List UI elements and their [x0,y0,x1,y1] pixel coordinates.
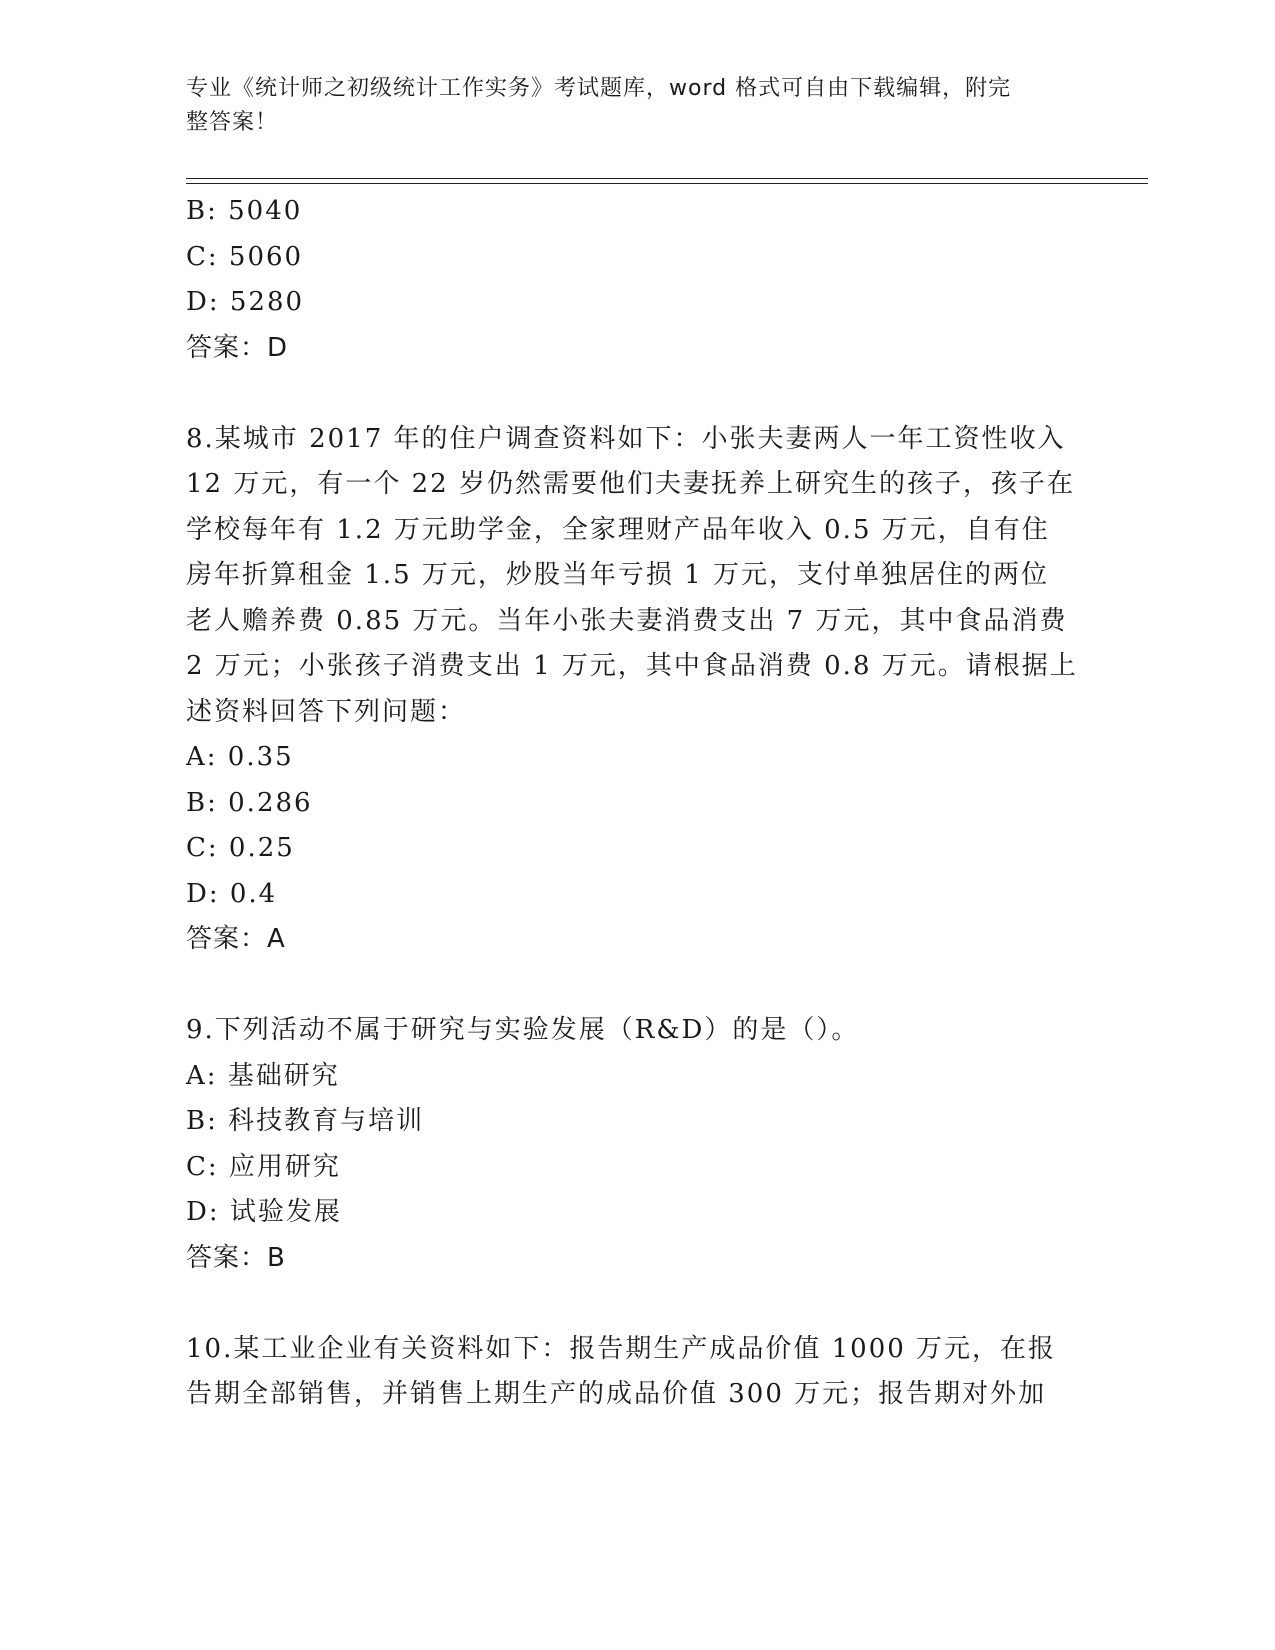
q9-option-c: C: 应用研究 [186,1151,341,1182]
header-line-2: 整答案！ [186,110,279,135]
header-divider-top [186,178,1148,179]
q10-stem-line: 10.某工业企业有关资料如下：报告期生产成品价值 1000 万元，在报 [186,1333,1057,1364]
q8-stem-line: 房年折算租金 1.5 万元，炒股当年亏损 1 万元，支付单独居住的两位 [186,560,1049,590]
q9-answer: 答案：B [186,1242,286,1273]
q8-answer: 答案：A [186,924,286,954]
q8-stem-line: 8.某城市 2017 年的住户调查资料如下：小张夫妻两人一年工资性收入 [186,423,1066,454]
q8-option-a: A: 0.35 [186,742,294,772]
q8-stem-line: 2 万元；小张孩子消费支出 1 万元，其中食品消费 0.8 万元。请根据上 [186,651,1078,681]
header-line-1: 专业《统计师之初级统计工作实务》考试题库，word 格式可自由下载编辑，附完 [186,76,1012,101]
q7-option-b: B: 5040 [186,196,303,226]
q8-option-d: D: 0.4 [186,878,278,909]
spacer [186,963,1086,1009]
header-divider-bottom [186,183,1148,184]
q7-option-c: C: 5060 [186,241,304,272]
question-10 [186,1327,1086,1418]
q9-option-a: A: 基础研究 [186,1060,340,1091]
document-body [186,189,1086,1418]
q9-option-b: B: 科技教育与培训 [186,1106,425,1136]
q8-option-b: B: 0.286 [186,787,313,818]
q8-stem-line: 12 万元，有一个 22 岁仍然需要他们夫妻抚养上研究生的孩子，孩子在 [186,469,1075,499]
spacer [186,371,1086,417]
q10-stem-line: 告期全部销售，并销售上期生产的成品价值 300 万元；报告期对外加 [186,1379,1047,1409]
page-header [186,72,1066,140]
q9-option-d: D: 试验发展 [186,1197,342,1227]
q7-option-d: D: 5280 [186,287,305,317]
question-9 [186,1008,1086,1281]
q8-stem-line: 述资料回答下列问题： [186,696,467,727]
question-7-tail [186,189,1086,371]
q8-stem-line: 学校每年有 1.2 万元助学金，全家理财产品年收入 0.5 万元，自有住 [186,514,1050,545]
spacer [186,1281,1086,1327]
question-8 [186,417,1086,963]
q9-stem: 9.下列活动不属于研究与实验发展（R&D）的是（）。 [186,1015,860,1045]
q8-option-c: C: 0.25 [186,833,295,863]
q8-stem-line: 老人赡养费 0.85 万元。当年小张夫妻消费支出 7 万元，其中食品消费 [186,605,1068,636]
q7-answer: 答案：D [186,332,289,363]
